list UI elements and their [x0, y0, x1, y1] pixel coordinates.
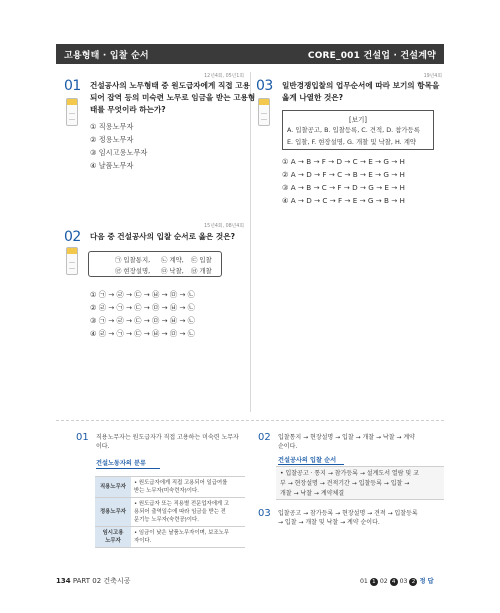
table-row: [95, 477, 245, 498]
answer-key: [360, 576, 434, 586]
q1-option-4[interactable]: ④ 날품노무자: [90, 161, 134, 170]
q2-option-4[interactable]: ④ ㉣ → ㉠ → ㉢ → ㉥ → ㉤ → ㉡: [90, 329, 195, 338]
header-title-right: CORE_001 건설업 · 건설계약: [307, 50, 436, 61]
question-1-line-3: 태를 무엇이라 하는가?: [90, 105, 166, 114]
question-number-3: 03: [256, 78, 273, 94]
table-row: [95, 527, 245, 548]
answer-1-line-2: 이다.: [96, 443, 110, 450]
bogi-box: [282, 110, 434, 150]
table-desc-cell: [131, 498, 245, 527]
question-2-item-box: [88, 251, 222, 277]
answer-1-underline: [96, 468, 160, 469]
answer-key-q3: 03: [399, 578, 408, 585]
column-divider: [250, 72, 251, 412]
q2-option-3[interactable]: ③ ㉠ → ㉣ → ㉢ → ㉤ → ㉥ → ㉡: [90, 316, 195, 325]
bid-order-line-3: 개찰 → 낙찰 → 계약체결: [280, 490, 345, 497]
answer-1-subtitle: 건설노동자의 분류: [96, 460, 146, 467]
answer-number-1: 01: [76, 432, 89, 443]
table-desc-line: 문기능 노무자(숙련공)이다.: [134, 517, 199, 523]
question-1-line-2: 되어 잡역 등의 미숙련 노무로 임금을 받는 고용형: [90, 93, 256, 102]
page-footer-left: [56, 576, 130, 586]
answer-1-line-1: 직용노무자는 원도급자가 직접 고용하는 미숙련 노무자: [96, 434, 239, 441]
table-desc-line: 받는 노무자(미숙련자)이다.: [134, 488, 199, 494]
table-head-cell: 직용노무자: [95, 477, 131, 498]
question-number-2: 02: [64, 229, 81, 245]
answer-3-line-1: 입찰공고 → 참가등록 → 현장설명 → 견적 → 입찰등록: [278, 510, 418, 517]
question-2-text: 다음 중 건설공사의 입찰 순서로 옳은 것은?: [90, 232, 235, 241]
part-label: PART 02: [72, 577, 102, 585]
bogi-line-2: E. 입찰, F. 현장설명, G. 개찰 및 낙찰, H. 계약: [287, 138, 417, 146]
check-box-2: [66, 247, 78, 275]
table-desc-line: 용되어 출역일수에 따라 임금을 받는 전: [134, 509, 226, 515]
q3-option-1[interactable]: ① A → B → F → D → C → E → G → H: [282, 157, 405, 166]
q2-item-4: ㉣ 현장설명,: [115, 267, 151, 275]
table-head-cell: 임시고용 노무자: [95, 527, 131, 548]
table-row: [95, 498, 245, 527]
bid-order-line-2: 부 → 현장설명 → 견적기간 → 입찰등록 → 입찰 →: [280, 480, 410, 487]
q3-option-3[interactable]: ③ A → B → C → F → D → G → E → H: [282, 183, 405, 192]
q1-option-1[interactable]: ① 직용노무자: [90, 122, 134, 131]
page-number: 134: [56, 577, 71, 585]
q1-option-3[interactable]: ③ 임시고용노무자: [90, 148, 148, 157]
table-desc-cell: [131, 527, 245, 548]
header-title-left: 고용형태 · 입찰 순서: [64, 50, 149, 61]
answer-key-q2: 02: [379, 578, 388, 585]
section-label: 건축시공: [103, 577, 131, 585]
check-box-1: [66, 98, 78, 126]
answer-number-3: 03: [258, 508, 271, 519]
section-header: [56, 44, 444, 64]
answer-3-line-2: → 입찰 → 개찰 및 낙찰 → 계약 순이다.: [278, 519, 380, 526]
table-desc-line: • 임금이 낮은 날품노무자이며, 보조노무: [134, 530, 230, 536]
answer-2-line-1: 입찰통지 → 현장설명 → 입찰 → 개찰 → 낙찰 → 계약: [278, 434, 415, 441]
q2-option-2[interactable]: ② ㉣ → ㉠ → ㉢ → ㉤ → ㉥ → ㉡: [90, 303, 195, 312]
answer-2-subtitle: 건설공사의 입찰 순서: [278, 457, 337, 464]
answer-key-label: 정 답: [419, 578, 434, 585]
question-2-year: 15년4회, 08년4회: [204, 224, 244, 229]
worker-classification-table: [95, 476, 245, 548]
answer-2-underline: [278, 464, 344, 465]
q2-item-1: ㉠ 입찰통지,: [115, 256, 151, 264]
q2-item-2: ㉡ 계약,: [161, 256, 184, 264]
answer-key-a2: 4: [390, 578, 398, 586]
q2-item-3: ㉢ 입찰: [191, 256, 212, 264]
table-desc-cell: [131, 477, 245, 498]
q2-option-1[interactable]: ① ㉠ → ㉣ → ㉢ → ㉥ → ㉤ → ㉡: [90, 290, 195, 299]
answer-2-line-2: 순이다.: [278, 443, 298, 450]
answer-key-a1: 1: [370, 578, 378, 586]
table-desc-line: • 원도급자에게 직접 고용되어 일급여를: [134, 480, 228, 486]
table-head-cell: 정용노무자: [95, 498, 131, 527]
question-3-line-2: 옳게 나열한 것은?: [282, 93, 344, 102]
bogi-title: [보기]: [349, 116, 367, 124]
table-desc-line: • 원도급자 또는 직용별 전문업자에게 고: [134, 501, 230, 507]
question-3-year: 19년4회: [423, 74, 442, 79]
question-1-line-1: 건설공사의 노무형태 중 원도급자에게 직접 고용: [90, 81, 250, 90]
q3-option-2[interactable]: ② A → D → F → C → B → E → G → H: [282, 170, 405, 179]
answer-key-q1: 01: [360, 578, 368, 585]
bid-order-line-1: • 입찰공고 · 통지 → 참가등록 → 설계도서 열람 및 교: [280, 470, 419, 477]
bid-order-box: [276, 466, 444, 500]
q3-option-4[interactable]: ④ A → D → C → F → E → G → B → H: [282, 196, 405, 205]
q2-item-6: ㉥ 개찰: [191, 267, 212, 275]
q2-item-5: ㉤ 낙찰,: [161, 267, 184, 275]
answer-number-2: 02: [258, 432, 271, 443]
bogi-line-1: A. 입찰공고, B. 입찰등록, C. 견적, D. 참가등록: [287, 126, 420, 134]
question-3-line-1: 일반경쟁입찰의 업무순서에 따라 보기의 항목을: [282, 81, 440, 90]
q1-option-2[interactable]: ② 정용노무자: [90, 135, 134, 144]
check-box-3: [258, 98, 270, 126]
table-desc-line: 자이다.: [134, 538, 152, 544]
question-number-1: 01: [64, 78, 81, 94]
question-1-year: 12년4회, 05년1회: [204, 74, 244, 79]
answer-key-a3: 2: [409, 578, 417, 586]
